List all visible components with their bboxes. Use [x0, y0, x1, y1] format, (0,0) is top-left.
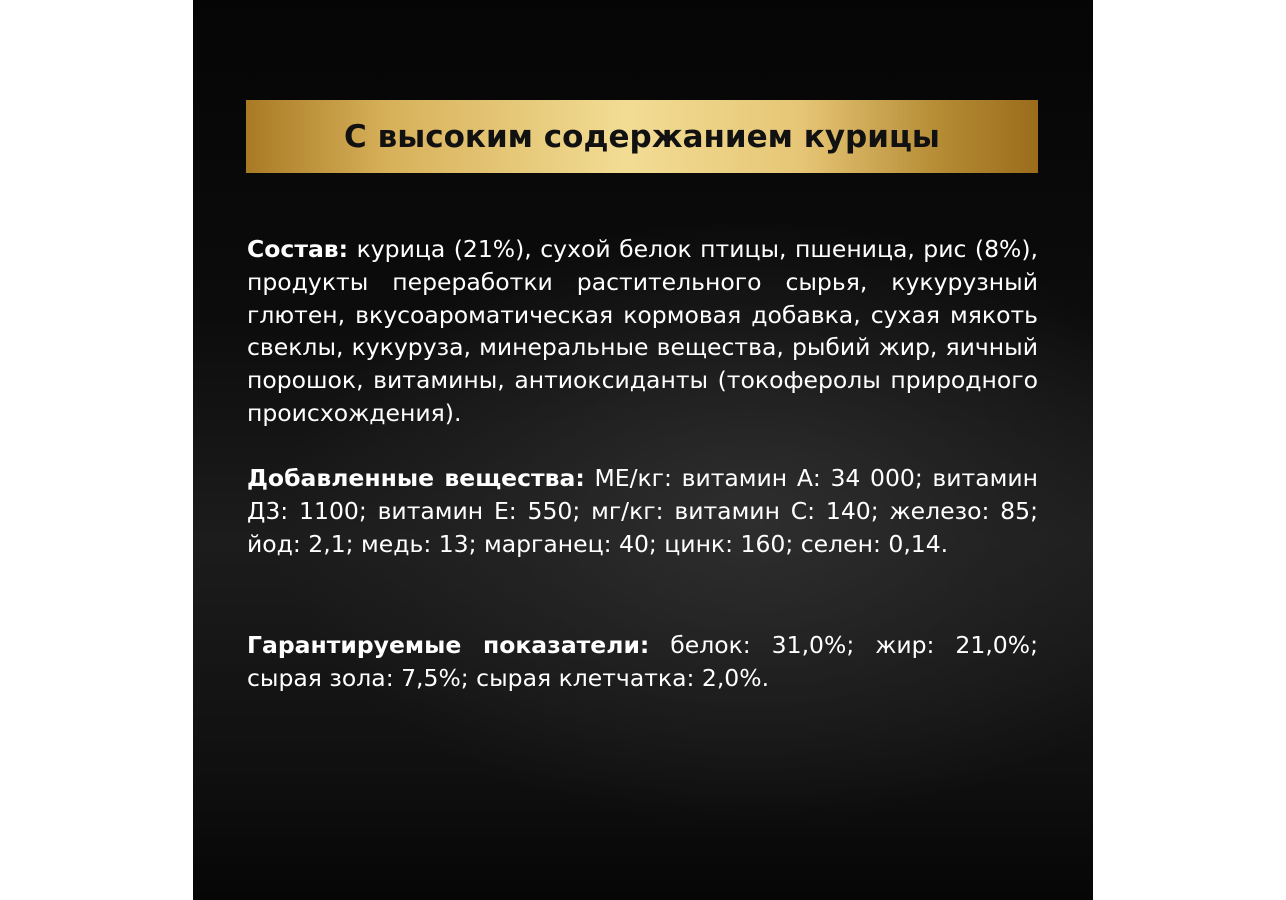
additives-paragraph	[247, 462, 1038, 560]
product-info-panel	[193, 0, 1093, 900]
additives-label: Добавленные вещества:	[247, 464, 585, 492]
guaranteed-paragraph	[247, 629, 1038, 695]
composition-text: курица (21%), сухой белок птицы, пшеница, рис (8%), продукты переработки растительного сырья, кукурузный глютен, вкусоароматическая кормовая добавка, сухая мякоть свеклы, кукуруза, минеральные вещества, рыбий жир, яичный порошок, витамины, антиоксиданты (токоферолы природного происхождения).	[247, 235, 1038, 427]
additives-text: МЕ/кг: витамин А: 34 000; витамин Д3: 1100; витамин Е: 550; мг/кг: витамин С: 140; железо: 85; йод: 2,1; медь: 13; марганец: 40; цинк: 160; селен: 0,14.	[247, 464, 1038, 558]
composition-label: Состав:	[247, 235, 349, 263]
composition-paragraph	[247, 233, 1038, 430]
guaranteed-text: белок: 31,0%; жир: 21,0%; сырая зола: 7,5%; сырая клетчатка: 2,0%.	[247, 631, 1038, 692]
banner-title: С высоким содержанием курицы	[344, 118, 940, 155]
title-banner	[246, 100, 1038, 173]
guaranteed-label: Гарантируемые показатели:	[247, 631, 650, 659]
